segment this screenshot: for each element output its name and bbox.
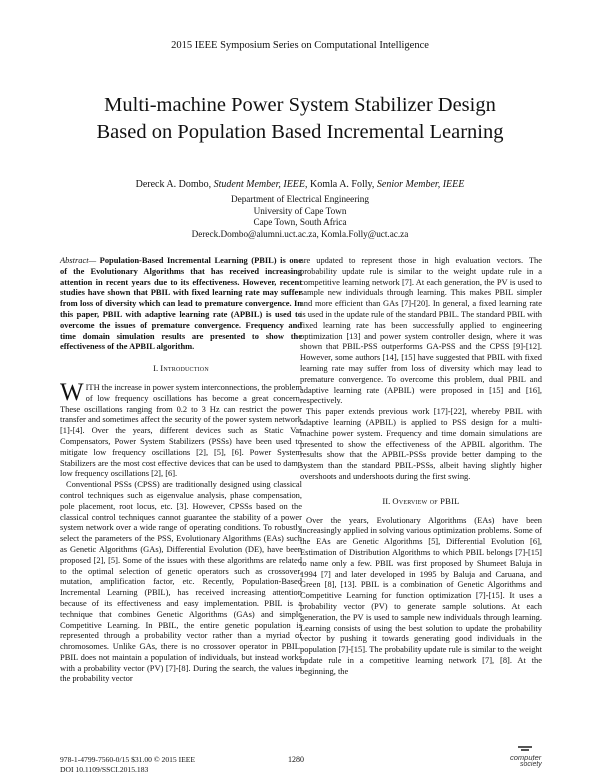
- title-line-2: Based on Population Based Incremental Learning: [96, 121, 504, 143]
- intro-paragraph-2: Conventional PSSs (CPSS) are traditionally designed using classical control techniques such as eigenvalue analysis, phase compensation, pole placement, root locus, etc. [3]. However, CPSSs based on the classical control techniques cannot guarantee the stability of a power system network over a wide range of operating conditions. To robustly select the parameters of the PSS, Evolutionary Algorithms (EAs) such as Genetic Algorithms (GAs), Differential Evolution (DE), have been proposed [2], [5]. Some of the issues with these algorithms are related to the optimal selection of genetic operators such as crossover, mutation, amplification factor, etc. Recently, Population-Based Incremental Learning (PBIL), has received increasing attention because of its effectiveness and easy implementation. PBIL is a technique that combines Genetic Algorithms (GAs) and simple Competitive Learning. In PBIL, the entire genetic population is represented through a probability vector rather than a myriad of chromosomes. Unlike GAs, there is no crossover operator in PBIL. PBIL does not maintain a population of individuals, but instead works with a probability vector (PV) [7]-[8]. During the search, the values in the probability vector: [60, 479, 302, 684]
- intro-paragraph-3: This paper extends previous work [17]-[22], whereby PBIL with adaptive learning (APBIL) is applied to PSS design for a multi-machine power system. Frequency and time domain simulations are presented to show the effectiveness of the APBIL algorithm. The results show that the APBIL-PSSs provide better damping to the system than the standard PBIL-PSSs, albeit having slightly higher overshoots and undershoots during the first swing.: [300, 406, 542, 481]
- intro-paragraph-2-continued: are updated to represent those in high evaluation vectors. The probability update rule is similar to the weight update rule in a competitive learning network [7]. At each generation, the PV is used to sample new individuals through learning. This makes PBIL simpler and more efficient than GAs [7]-[20]. In general, a fixed learning rate is used in the update rule of the standard PBIL. The standard PBIL with fixed learning rate has been successfully applied to engineering optimization [13] and power system controller design, where it was shown that PBIL-PSS outperforms GA-PSS and the CPSS [9]-[12]. However, some authors [14], [15] have suggested that PBIL with fixed learning rate may suffer from loss of diversity which may lead to premature convergence. To overcome this problem, dual PBIL and adaptive learning rate (APBIL) were proposed in [15] and [16], respectively.: [300, 255, 542, 406]
- intro-paragraph-1-text: ITH the increase in power system interconnections, the problem of low frequency oscillations has become a great concern. These oscillations ranging from 0.2 to 3 Hz can restrict the power transfer and sometimes affect the security of the power system network [1]-[4]. Over the years, different devices such as Static Var Compensators, Power System Stabilizers (PSSs) have been used to mitigate low frequency oscillations [2], [5], [6]. Power System Stabilizers are the most cost effective devices that can be used to damp low frequency oscillations [2], [6].: [60, 381, 302, 479]
- computer-society-logo: [502, 745, 552, 771]
- right-column: [300, 255, 542, 676]
- footer-doi: DOI 10.1109/SSCI.2015.183: [60, 764, 149, 774]
- page-number: 1280: [288, 755, 304, 764]
- left-column: [60, 255, 302, 684]
- abstract: [60, 255, 302, 352]
- author-1-name: Dereck A. Dombo,: [135, 179, 212, 190]
- author-2-role: Senior Member, IEEE: [376, 179, 465, 190]
- affiliation-city: Cape Town, South Africa: [253, 217, 347, 228]
- affiliation-emails: Dereck.Dombo@alumni.uct.ac.za, Komla.Folly@uct.ac.za: [191, 228, 409, 239]
- paper-title: [40, 92, 560, 146]
- overview-paragraph-1: Over the years, Evolutionary Algorithms (EAs) have been increasingly applied in solving various optimization problems. Some of the EAs are Genetic Algorithms [5], Differential Evolution [6], Estimation of Distribution Algorithms to which PBIL belongs [7]-[15] to name only a few. PBIL was first proposed by Shumeet Baluja in 1994 [7] and later developed in 1995 by Baluja and Caruana, and Green [8], [13]. PBIL is a combination of Genetic Algorithms and Competitive Learning for function optimization [7]-[15]. It uses a probability vector (PV) to generate sample solutions. At each generation, the PV is used to sample new individuals through learning. Learning consists of using the best solution to update the probability vector by pushing it towards generating good individuals in the population [7]-[15]. The probability update rule is similar to the weight update rule in a competitive learning network [7], [8]. At the beginning, the: [300, 514, 542, 676]
- drop-cap: W: [60, 378, 84, 406]
- intro-paragraph-1: [60, 378, 302, 479]
- section-1-title: Introduction: [160, 363, 209, 374]
- logo-text-computer: computer: [510, 753, 542, 762]
- footer-copyright: [60, 755, 195, 774]
- author-line: [40, 179, 560, 190]
- section-2-heading: [300, 496, 542, 507]
- section-1-number: I.: [153, 363, 159, 374]
- section-1-heading: [60, 363, 302, 374]
- running-header: 2015 IEEE Symposium Series on Computational Intelligence: [171, 40, 429, 51]
- logo-text-society: society: [520, 761, 542, 768]
- footer-isbn: 978-1-4799-7560-0/15 $31.00 © 2015 IEEE: [60, 755, 196, 764]
- abstract-lead: Abstract—: [60, 255, 97, 265]
- affiliation-block: [40, 194, 560, 240]
- title-line-1: Multi-machine Power System Stabilizer Design: [104, 94, 496, 116]
- section-2-number: II.: [382, 495, 391, 506]
- affiliation-department: Department of Electrical Engineering: [230, 194, 369, 204]
- abstract-text: Population-Based Incremental Learning (PBIL) is one of the Evolutionary Algorithms that has received increasing attention in recent years due to its effectiveness. However, recent studies have shown that PBIL with fixed learning rate may suffer from loss of diversity which can lead to premature convergence. In this paper, PBIL with adaptive learning rate (APBIL) is used to overcome the issues of premature convergence. Frequency and time domain simulation results are presented to show the effectiveness of the APBIL algorithm.: [60, 255, 302, 352]
- affiliation-university: University of Cape Town: [253, 205, 347, 216]
- section-2-title: Overview of PBIL: [392, 495, 460, 506]
- author-1-role: Student Member, IEEE: [213, 179, 306, 190]
- author-2-name: , Komla A. Folly,: [305, 179, 375, 190]
